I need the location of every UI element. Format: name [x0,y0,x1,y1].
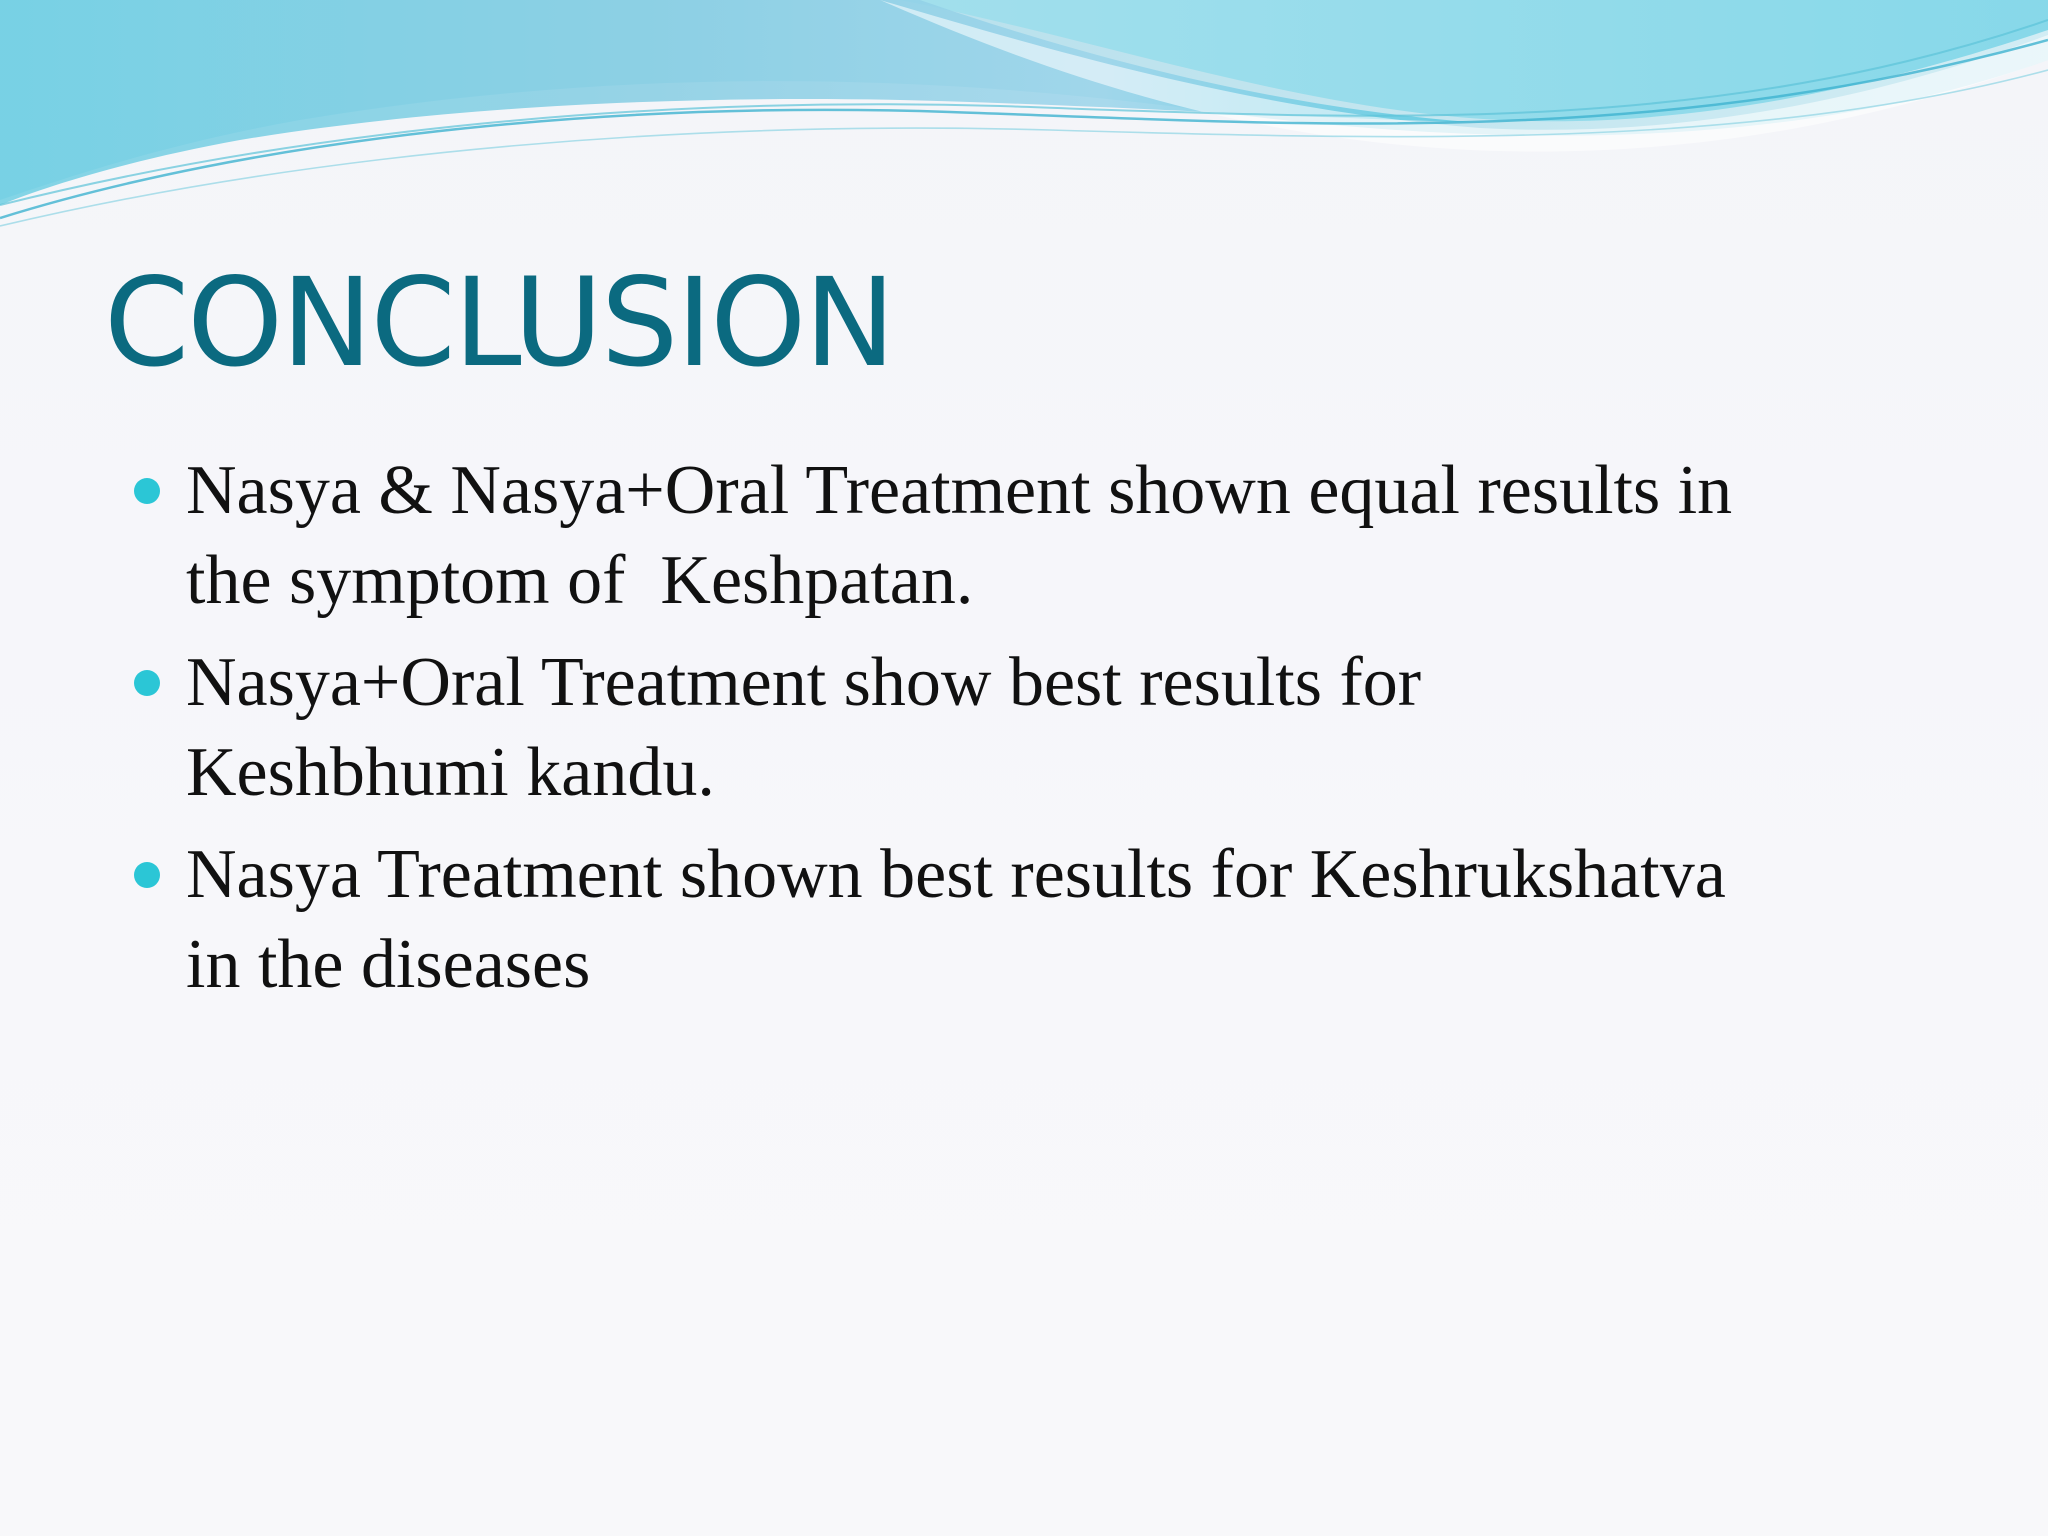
bullet-dot-icon [134,670,160,696]
slide-title: CONCLUSION [104,252,894,394]
bullet-text: Nasya & Nasya+Oral Treatment shown equal results in the symptom of Keshpatan. [186,452,1733,619]
bullet-item [128,446,2008,626]
bullet-dot-icon [134,478,160,504]
header-wave-decoration [0,0,2048,240]
bullet-item [128,830,2008,1010]
bullet-text: Nasya+Oral Treatment show best results for Keshbhumi kandu. [186,644,1422,811]
bullet-dot-icon [134,862,160,888]
bullet-text: Nasya Treatment shown best results for Keshrukshatva in the diseases [186,836,1726,1003]
conclusion-bullet-list [128,446,2008,1022]
bullet-item [128,638,2008,818]
